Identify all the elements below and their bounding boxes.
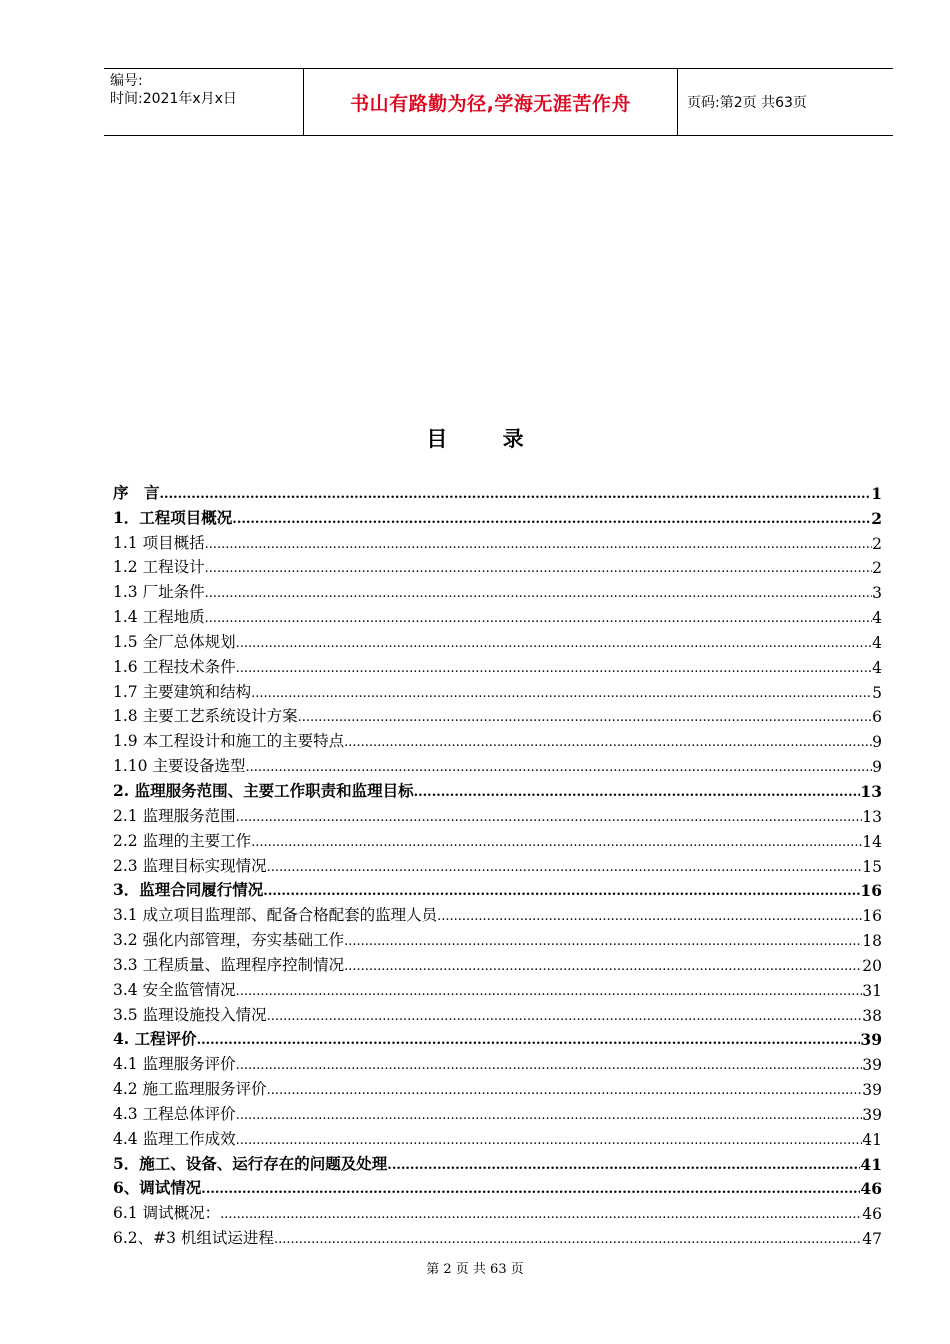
table-of-contents [113, 478, 882, 1248]
toc-entry[interactable] [113, 900, 882, 925]
toc-entry[interactable] [113, 602, 882, 627]
toc-leader-dots [263, 884, 860, 900]
toc-leader-dots [236, 636, 873, 652]
toc-entry[interactable] [113, 528, 882, 553]
toc-leader-dots [232, 512, 871, 528]
toc-leader-dots [220, 1207, 862, 1223]
toc-entry-label: 3.4 安全监管情况 [113, 980, 236, 999]
toc-entry-page: 16 [862, 907, 882, 926]
toc-leader-dots [205, 611, 873, 627]
toc-leader-dots [267, 1083, 863, 1099]
toc-entry[interactable] [113, 1149, 882, 1174]
toc-entry-label: 1.1 项目概括 [113, 533, 205, 552]
document-time-label: 时间:2021年x月x日 [110, 91, 237, 107]
toc-entry-page: 13 [860, 781, 882, 801]
toc-entry-page: 6 [872, 708, 882, 727]
toc-entry-label: 2.2 监理的主要工作 [113, 831, 252, 850]
toc-entry-page: 4 [872, 658, 882, 677]
toc-entry[interactable] [113, 1174, 882, 1199]
toc-entry-page: 39 [860, 1030, 882, 1050]
toc-entry[interactable] [113, 726, 882, 751]
toc-entry-label: 1．工程项目概况 [113, 507, 233, 527]
toc-entry-label: 6、调试情况 [113, 1178, 202, 1198]
header-motto: 书山有路勤为径,学海无涯苦作舟 [304, 69, 678, 135]
toc-entry[interactable] [113, 1198, 882, 1223]
toc-leader-dots [344, 934, 862, 950]
toc-leader-dots [236, 810, 863, 826]
toc-entry[interactable] [113, 1000, 882, 1025]
toc-entry-page: 5 [872, 683, 882, 702]
toc-entry-label: 3.1 成立项目监理部、配备合格配套的监理人员 [113, 906, 438, 925]
toc-entry-page: 46 [860, 1179, 882, 1199]
toc-leader-dots [236, 1133, 863, 1149]
toc-entry[interactable] [113, 851, 882, 876]
toc-entry-page: 9 [872, 733, 882, 752]
toc-entry-page: 39 [862, 1105, 882, 1124]
toc-entry[interactable] [113, 652, 882, 677]
toc-entry-label: 3.3 工程质量、监理程序控制情况 [113, 955, 345, 974]
toc-entry-page: 2 [872, 534, 882, 553]
toc-entry-page: 41 [862, 1130, 882, 1149]
toc-entry-label: 1.10 主要设备选型 [113, 757, 246, 776]
toc-leader-dots [236, 1108, 863, 1124]
document-number-label: 编号: [110, 73, 143, 89]
toc-entry-label: 1.4 工程地质 [113, 608, 205, 627]
toc-leader-dots [274, 1232, 862, 1248]
toc-entry-page: 39 [862, 1056, 882, 1075]
toc-leader-dots [344, 735, 872, 751]
toc-entry-page: 46 [862, 1205, 882, 1224]
toc-entry-page: 38 [862, 1006, 882, 1025]
toc-entry[interactable] [113, 826, 882, 851]
header-meta [104, 69, 304, 135]
toc-entry[interactable] [113, 1025, 882, 1050]
toc-entry[interactable] [113, 950, 882, 975]
toc-leader-dots [201, 1182, 860, 1198]
toc-entry-page: 16 [860, 881, 882, 901]
toc-leader-dots [160, 487, 872, 503]
toc-entry[interactable] [113, 876, 882, 901]
toc-title: 目 录 [426, 427, 548, 451]
toc-entry[interactable] [113, 627, 882, 652]
toc-entry-label: 2.3 监理目标实现情况 [113, 856, 267, 875]
toc-entry[interactable] [113, 577, 882, 602]
toc-entry-page: 15 [862, 857, 882, 876]
toc-entry-label: 序 言 [113, 482, 160, 502]
toc-entry[interactable] [113, 478, 882, 503]
toc-entry-label: 4.4 监理工作成效 [113, 1129, 236, 1148]
toc-entry[interactable] [113, 1124, 882, 1149]
toc-entry-label: 1.8 主要工艺系统设计方案 [113, 707, 298, 726]
toc-leader-dots [298, 710, 873, 726]
header-page-info: 页码:第2页 共63页 [687, 95, 807, 111]
toc-entry[interactable] [113, 776, 882, 801]
toc-leader-dots [205, 561, 873, 577]
toc-entry-label: 4.2 施工监理服务评价 [113, 1080, 267, 1099]
toc-entry-label: 1.7 主要建筑和结构 [113, 682, 252, 701]
toc-entry-label: 6.2、#3 机组试运进程 [113, 1229, 274, 1248]
toc-leader-dots [267, 860, 863, 876]
toc-entry-page: 18 [862, 932, 882, 951]
toc-entry-page: 31 [862, 981, 882, 1000]
page-footer: 第 2 页 共 63 页 [426, 1262, 524, 1277]
toc-entry-label: 3.2 强化内部管理，夯实基础工作 [113, 931, 345, 950]
toc-leader-dots [267, 1009, 863, 1025]
page-header [104, 68, 893, 136]
toc-entry[interactable] [113, 702, 882, 727]
toc-entry-page: 9 [872, 758, 882, 777]
toc-leader-dots [197, 1033, 861, 1049]
toc-entry-page: 20 [862, 956, 882, 975]
toc-entry-page: 41 [860, 1154, 882, 1174]
toc-leader-dots [236, 984, 863, 1000]
toc-entry-page: 2 [872, 559, 882, 578]
toc-leader-dots [205, 586, 873, 602]
toc-entry[interactable] [113, 751, 882, 776]
toc-entry-label: 1.3 厂址条件 [113, 583, 205, 602]
toc-entry-page: 47 [862, 1230, 882, 1249]
toc-entry[interactable] [113, 677, 882, 702]
toc-entry-label: 3.5 监理设施投入情况 [113, 1005, 267, 1024]
toc-leader-dots [437, 909, 862, 925]
toc-leader-dots [236, 661, 873, 677]
toc-entry-label: 1.2 工程设计 [113, 558, 205, 577]
toc-entry-page: 3 [872, 584, 882, 603]
toc-entry-page: 13 [862, 807, 882, 826]
toc-entry-label: 2. 监理服务范围、主要工作职责和监理目标 [113, 780, 414, 800]
toc-entry-page: 1 [871, 483, 882, 503]
toc-entry-label: 4.1 监理服务评价 [113, 1055, 236, 1074]
toc-leader-dots [414, 785, 861, 801]
toc-entry-page: 4 [872, 609, 882, 628]
toc-entry[interactable] [113, 1074, 882, 1099]
toc-entry-label: 4. 工程评价 [113, 1029, 197, 1049]
toc-entry[interactable] [113, 1223, 882, 1248]
toc-leader-dots [344, 959, 862, 975]
toc-entry-label: 3．监理合同履行情况 [113, 880, 264, 900]
toc-entry-label: 1.6 工程技术条件 [113, 657, 236, 676]
toc-leader-dots [251, 835, 862, 851]
toc-entry-label: 1.5 全厂总体规划 [113, 632, 236, 651]
toc-entry[interactable] [113, 1099, 882, 1124]
toc-entry[interactable] [113, 1049, 882, 1074]
toc-entry[interactable] [113, 553, 882, 578]
toc-leader-dots [236, 1058, 863, 1074]
toc-entry-page: 39 [862, 1081, 882, 1100]
toc-entry-label: 1.9 本工程设计和施工的主要特点 [113, 732, 345, 751]
toc-entry-page: 14 [862, 832, 882, 851]
toc-entry-label: 2.1 监理服务范围 [113, 806, 236, 825]
toc-leader-dots [245, 760, 872, 776]
toc-entry-label: 5．施工、设备、运行存在的问题及处理 [113, 1153, 388, 1173]
toc-entry-label: 6.1 调试概况： [113, 1204, 221, 1223]
toc-entry-page: 4 [872, 633, 882, 652]
toc-entry[interactable] [113, 925, 882, 950]
toc-entry[interactable] [113, 503, 882, 528]
toc-entry[interactable] [113, 975, 882, 1000]
toc-entry-label: 4.3 工程总体评价 [113, 1104, 236, 1123]
toc-entry[interactable] [113, 801, 882, 826]
toc-leader-dots [205, 537, 873, 553]
toc-leader-dots [387, 1158, 860, 1174]
toc-leader-dots [251, 686, 872, 702]
toc-entry-page: 2 [871, 508, 882, 528]
